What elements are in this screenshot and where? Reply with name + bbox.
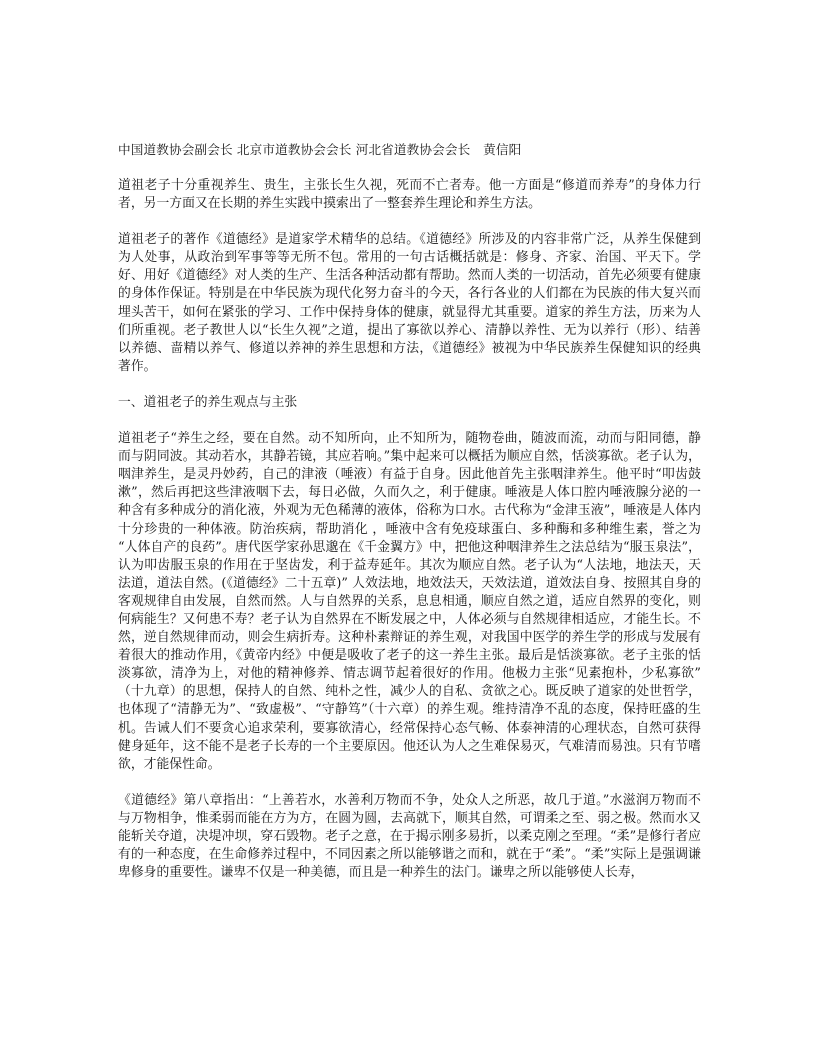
paragraph-3: 道祖老子“养生之经，要在自然。动不知所向，止不知所为，随物卷曲，随波而流，动而与阳同德，静而与阴同波。其动若水，其静若镜，其应若响。”集中起来可以概括为顺应自然，恬淡寡欲。老子认为，咽津养生，是灵丹妙药，自己的津液（唾液）有益于自身。因此他首先主张咽津养生。他平时“叩齿鼓漱”，然后再把这些津液咽下去，每日必做，久而久之，利于健康。唾液是人体口腔内唾液腺分泌的一种含有多种成分的消化液，外观为无色稀薄的液体，俗称为口水。古代称为“金津玉液”，唾液是人体内十分珍贵的一种体液。防治疾病，帮助消化 ，唾液中含有免疫球蛋白、多种酶和多种维生素，誉之为“人体自产的良药”。唐代医学家孙思邈在《千金翼方》中，把他这种咽津养生之法总结为“服玉泉法”，认为叩齿服玉泉的作用在于坚齿发，利于益寿延年。其次为顺应自然。老子认为“人法地，地法天，天法道，道法自然。(《道德经》二十五章)” 人效法地，地效法天，天效法道，道效法自身、按照其自身的客观规律自由发展，自然而然。人与自然界的关系，息息相通，顺应自然之道，适应自然界的变化，则何病能生？又何患不寿？老子认为自然界在不断发展之中，人体必须与自然规律相适应，才能生长。不然，逆自然规律而动，则会生病折寿。这种朴素辩证的养生观，对我国中医学的养生学的形成与发展有着很大的推动作用，《黄帝内经》中便是吸收了老子的这一养生主张。最后是恬淡寡欲。老子主张的恬淡寡欲，清净为上，对他的精神修养、情志调节起着很好的作用。他极力主张“见素抱朴，少私寡欲”（十九章）的思想，保持人的自然、纯朴之性，减少人的自私、贪欲之心。既反映了道家的处世哲学，也体现了“清静无为”、“致虚极”、“守静笃”（十六章）的养生观。维持清净不乱的态度，保持旺盛的生机。告诫人们不要贪心追求荣利，要寡欲清心，经常保持心态气畅、体泰神清的心理状态，自然可获得健身延年，这不能不是老子长寿的一个主要原因。他还认为人之生难保易灭，气难清而易浊。只有节嗜欲，才能保性命。 [118,431,701,772]
paragraph-2: 道祖老子的著作《道德经》是道家学术精华的总结。《道德经》所涉及的内容非常广泛，从养生保健到为人处事，从政治到军事等等无所不包。常用的一句古话概括就是：修身、齐家、治国、平天下。学好、用好《道德经》对人类的生产、生活各种活动都有帮助。然而人类的一切活动，首先必须要有健康的身体作保证。特别是在中华民族为现代化努力奋斗的今天，各行各业的人们都在为民族的伟大复兴而埋头苦干，如何在紧张的学习、工作中保持身体的健康，就显得尤其重要。道家的养生方法，历来为人们所重视。老子教世人以“长生久视”之道，提出了寡欲以养心、清静以养性、无为以养行（形）、结善以养德、啬精以养气、修道以养神的养生思想和方法，《道德经》被视为中华民族养生保健知识的经典著作。 [118,232,701,374]
section-heading-1: 一、道祖老子的养生观点与主张 [118,394,298,410]
paragraph-4: 《道德经》第八章指出：“上善若水，水善利万物而不争，处众人之所恶，故几于道。”水滋润万物而不与万物相争，惟柔弱而能在方为方，在圆为圆，去高就下，顺其自然，可谓柔之至、弱之极。然而水又能斩关夺道，决堤冲坝，穿石毁物。老子之意，在于揭示刚多易折，以柔克刚之至理。“柔”是修行者应有的一种态度，在生命修养过程中，不同因素之所以能够谐之而和，就在于“柔”。“柔”实际上是强调谦卑修身的重要性。谦卑不仅是一种美德，而且是一种养生的法门。谦卑之所以能够使人长寿， [118,792,701,881]
document-body [118,141,701,882]
author-byline: 中国道教协会副会长 北京市道教协会会长 河北省道教协会会长 黄信阳 [118,142,522,157]
paragraph-1: 道祖老子十分重视养生、贵生，主张长生久视，死而不亡者寿。他一方面是“修道而养寿”的身体力行者，另一方面又在长期的养生实践中摸索出了一整套养生理论和养生方法。 [118,178,701,212]
